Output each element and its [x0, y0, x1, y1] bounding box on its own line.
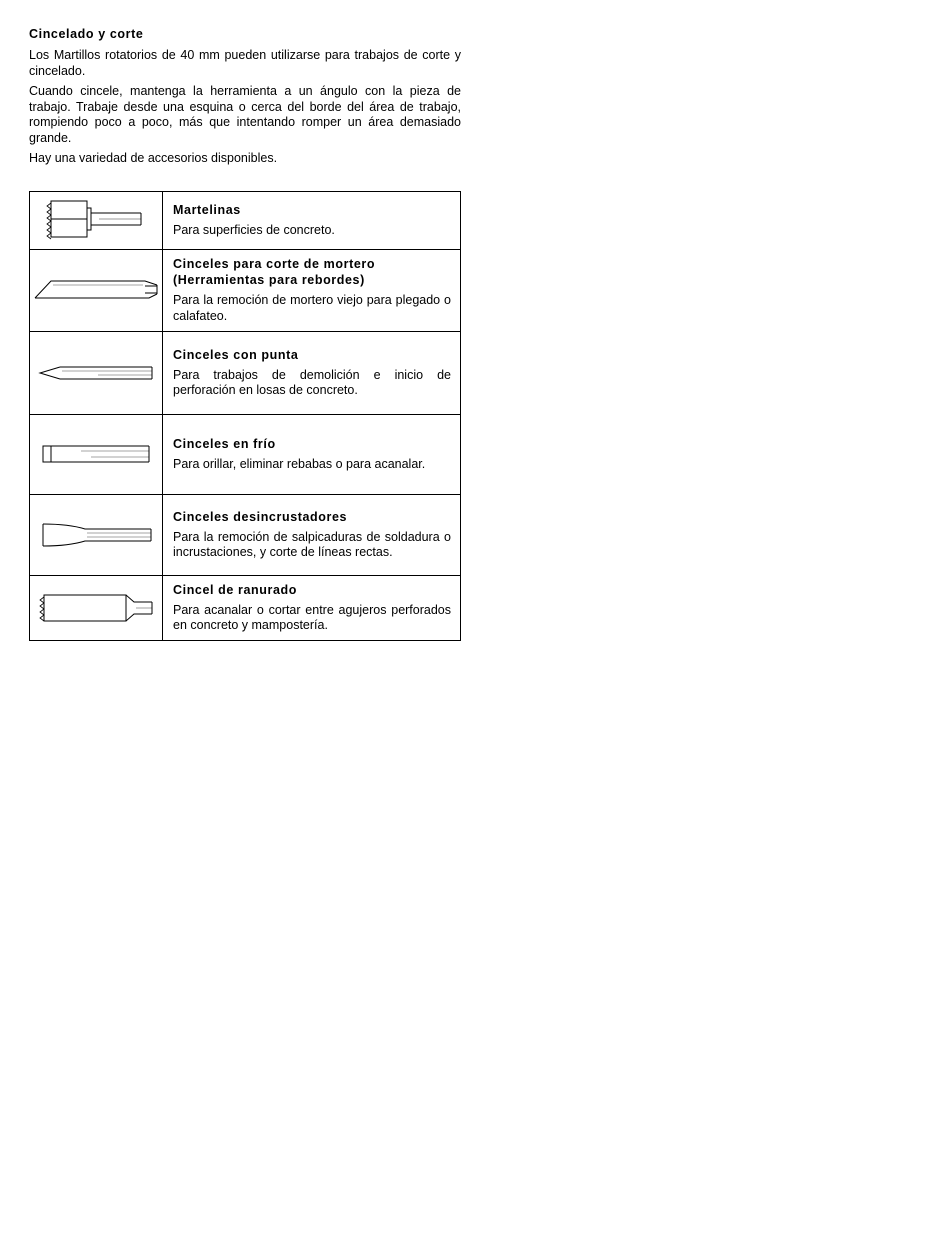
- table-row: [30, 575, 461, 640]
- scaling-chisel-icon: [39, 522, 153, 548]
- tool-image-cell: [30, 331, 163, 414]
- tool-text-cell: [163, 414, 461, 494]
- accessories-paragraph: Hay una variedad de accesorios disponibles.: [29, 151, 278, 165]
- tool-description: Para la remoción de salpicaduras de soldadura o incrustaciones, y corte de líneas rectas.: [173, 529, 451, 559]
- mortar-chisel-icon: [33, 278, 159, 302]
- table-row: [30, 331, 461, 414]
- table-row: [30, 249, 461, 331]
- tool-description: Para la remoción de mortero viejo para plegado o calafateo.: [173, 293, 451, 323]
- tool-name: Cinceles con punta: [173, 347, 299, 362]
- tool-name: Martelinas: [173, 202, 241, 217]
- tool-description: Para superficies de concreto.: [173, 222, 335, 237]
- tool-name: Cinceles desincrustadores: [173, 509, 348, 524]
- tool-description: Para trabajos de demolición e inicio de perforación en losas de concreto.: [173, 367, 451, 397]
- tool-description: Para orillar, eliminar rebabas o para acanalar.: [173, 456, 426, 471]
- section-title: Cincelado y corte: [29, 27, 144, 41]
- tool-text-cell: [163, 331, 461, 414]
- tool-name: Cinceles en frío: [173, 436, 276, 451]
- table-row: [30, 191, 461, 249]
- tool-text-cell: [163, 249, 461, 331]
- accessories-table: [29, 191, 461, 641]
- document-page: [29, 26, 461, 641]
- tool-text-cell: [163, 575, 461, 640]
- technique-paragraph: Cuando cincele, mantenga la herramienta a un ángulo con la pieza de trabajo. Trabaje desde una esquina o cerca del borde del área de trabajo, rompiendo poco a poco, más que intentando romper un área demasiado grande.: [29, 84, 461, 145]
- tool-image-cell: [30, 494, 163, 575]
- tool-image-cell: [30, 249, 163, 331]
- grooving-chisel-icon: [38, 592, 154, 624]
- bush-hammer-icon: [41, 199, 151, 241]
- intro-paragraph: Los Martillos rotatorios de 40 mm pueden utilizarse para trabajos de corte y cincelado.: [29, 48, 461, 78]
- tool-image-cell: [30, 575, 163, 640]
- tool-text-cell: [163, 494, 461, 575]
- tool-name: Cincel de ranurado: [173, 582, 298, 597]
- table-row: [30, 414, 461, 494]
- point-chisel-icon: [38, 364, 154, 382]
- cold-chisel-icon: [41, 443, 151, 465]
- table-row: [30, 494, 461, 575]
- tool-image-cell: [30, 191, 163, 249]
- tool-text-cell: [163, 191, 461, 249]
- tool-image-cell: [30, 414, 163, 494]
- tool-description: Para acanalar o cortar entre agujeros perforados en concreto y mampostería.: [173, 602, 451, 632]
- tool-name: Cinceles para corte de mortero (Herramientas para rebordes): [173, 257, 376, 287]
